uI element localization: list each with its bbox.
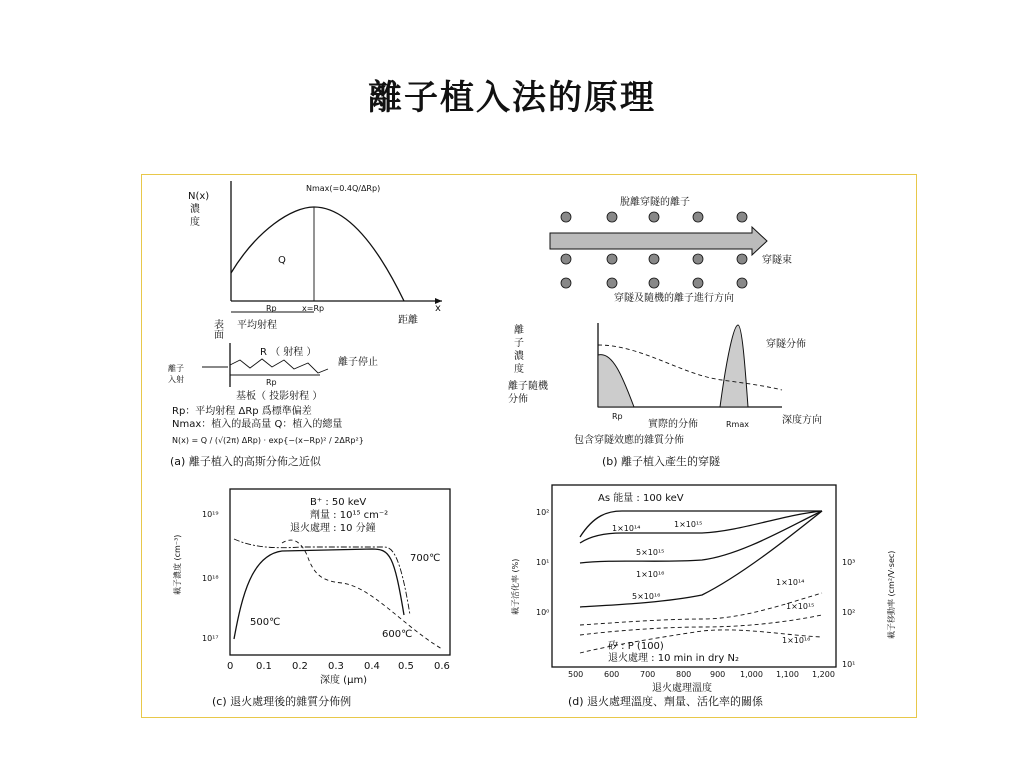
panel-d-x-tick: 700 — [640, 670, 656, 679]
panel-b-rmax: Rmax — [726, 420, 749, 429]
panel-a-range-label: R （ 射程 ） — [260, 347, 317, 358]
panel-b-depth-dir: 深度方向 — [782, 415, 822, 426]
panel-b-note: 包含穿隧效應的雜質分佈 — [574, 435, 684, 446]
panel-b — [508, 195, 822, 468]
panel-a-ion-path — [230, 359, 328, 373]
panel-c-x-tick: 0.1 — [256, 661, 272, 672]
panel-d-y-right-tick-0: 10³ — [842, 558, 856, 567]
panel-c-x-tick: 0.3 — [328, 661, 344, 672]
panel-c-y-tick-0: 10¹⁹ — [202, 510, 219, 519]
panel-a-rp-small: Rp — [266, 378, 277, 387]
panel-a-y-label-2: 濃 — [190, 204, 200, 215]
panel-d-anneal: 退火處理 : 10 min in dry N₂ — [608, 653, 740, 664]
panel-d-x-ticks — [568, 670, 835, 679]
panel-a-gaussian-curve — [231, 207, 404, 301]
panel-a-area-label: Q — [278, 255, 286, 266]
panel-d-dose-7: 1×10¹⁵ — [786, 602, 815, 611]
panel-a-ion-in-2: 入射 — [168, 375, 184, 384]
panel-b-y-1: 離 — [514, 325, 524, 336]
panel-d-y-right-tick-2: 10¹ — [842, 660, 856, 669]
panel-b-lattice-atoms — [561, 212, 747, 288]
panel-d-x-tick: 1,100 — [776, 670, 799, 679]
panel-d-y-left-tick-1: 10¹ — [536, 558, 550, 567]
panel-a-x-label: x — [435, 303, 441, 314]
panel-a-distance: 距離 — [398, 315, 418, 326]
panel-a-surface: 表 — [214, 320, 224, 331]
panel-b-tunnel-dist-shape — [720, 325, 748, 407]
panel-c-label-700: 700℃ — [410, 553, 441, 564]
slide-title: 離子植入法的原理 — [368, 78, 656, 118]
panel-b-actual-dist: 實際的分佈 — [648, 419, 698, 430]
panel-d-x-tick: 900 — [710, 670, 726, 679]
panel-c-y-tick-2: 10¹⁷ — [202, 634, 219, 643]
panel-c-caption: (c) 退火處理後的雜質分佈例 — [212, 695, 352, 708]
panel-b-y-3: 濃 — [514, 351, 524, 362]
panel-a-peak-formula: Nmax(=0.4Q/ΔRp) — [306, 184, 381, 193]
panel-a-formula: N(x) = Q / (√(2π) ΔRp) · exp{−(x−Rp)² / 2ΔRp²} — [172, 436, 364, 445]
figure-frame — [141, 174, 917, 718]
panel-a-y-label-3: 度 — [190, 217, 200, 228]
panel-d-dose-2: 1×10¹⁵ — [674, 520, 703, 529]
panel-d-y-left-label: 載子活化率 (%) — [511, 558, 520, 615]
panel-a-caption: (a) 離子植入的高斯分佈之近似 — [170, 455, 321, 468]
panel-d-x-tick: 600 — [604, 670, 620, 679]
panel-b-random-dist-1: 離子隨機 — [508, 381, 548, 392]
panel-d-y-left-tick-2: 10⁰ — [536, 608, 550, 617]
panel-b-tunnel-dist: 穿隧分佈 — [766, 339, 806, 350]
panel-c-cond-anneal: 退火處理 : 10 分鐘 — [290, 523, 376, 534]
panel-d-caption: (d) 退火處理溫度、劑量、活化率的關係 — [568, 695, 764, 708]
panel-c-x-tick: 0.5 — [398, 661, 414, 672]
panel-a-ion-in: 離子 — [168, 364, 184, 373]
panel-d-x-label: 退火處理溫度 — [652, 683, 712, 694]
panel-b-caption: (b) 離子植入產生的穿隧 — [602, 455, 721, 468]
panel-d-dose-6: 1×10¹⁴ — [776, 578, 805, 587]
panel-c-x-label: 深度 (μm) — [320, 675, 368, 686]
panel-d-dose-1: 1×10¹⁴ — [612, 524, 641, 533]
panel-c-y-tick-1: 10¹⁸ — [202, 574, 219, 583]
panel-b-escaped-ions: 脫離穿隧的離子 — [620, 197, 690, 208]
panel-d-x-tick: 1,000 — [740, 670, 763, 679]
panel-c-cond-dose: 劑量 : 10¹⁵ cm⁻² — [310, 510, 389, 521]
panel-a-legend-1: Rp：平均射程 ΔRp 爲標準偏差 — [172, 406, 312, 417]
panel-d — [510, 485, 896, 708]
panel-a-surface-2: 面 — [214, 330, 224, 341]
panel-a-legend-2: Nmax：植入的最高量 Q：植入的總量 — [172, 419, 343, 430]
panel-d-curve-c — [580, 511, 822, 563]
panel-b-y-4: 度 — [514, 364, 524, 375]
panel-d-dose-5: 5×10¹⁶ — [632, 592, 661, 601]
panel-c-y-label: 載子濃度 (cm⁻³) — [173, 534, 182, 595]
panel-b-y-2: 子 — [514, 338, 524, 349]
panel-d-x-tick: 500 — [568, 670, 584, 679]
panel-d-dose-8: 1×10¹⁶ — [782, 636, 811, 645]
panel-d-substrate: 矽 : P (100) — [608, 641, 664, 652]
panel-c-label-500: 500℃ — [250, 617, 281, 628]
panel-d-dose-3: 5×10¹⁵ — [636, 548, 665, 557]
panel-d-energy: As 能量 : 100 keV — [598, 493, 684, 504]
panel-d-x-tick: 800 — [676, 670, 692, 679]
panel-b-actual-dist-curve — [598, 345, 782, 390]
panel-d-dose-4: 1×10¹⁶ — [636, 570, 665, 579]
panel-c-x-tick: 0.4 — [364, 661, 380, 672]
panel-d-y-right-tick-1: 10² — [842, 608, 856, 617]
panel-c-cond-ion: B⁺ : 50 keV — [310, 497, 367, 508]
panel-b-tunnel-beam: 穿隧束 — [762, 255, 792, 266]
panel-b-random-dist-shape — [598, 355, 634, 407]
panel-a-y-label: N(x) — [188, 191, 210, 202]
panel-c-x-tick: 0 — [227, 661, 234, 672]
panel-d-y-right-label: 載子移動率 (cm²/V·sec) — [887, 550, 896, 639]
panel-c-x-tick: 0.2 — [292, 661, 308, 672]
panel-d-curve-f — [580, 615, 822, 635]
panel-b-rp: Rp — [612, 412, 623, 421]
panel-a-substrate: 基板（ 投影射程 ） — [236, 391, 323, 402]
panel-a-rp-mark: Rp — [266, 304, 277, 313]
panel-a-x-eq-rp: x=Rp — [302, 304, 325, 313]
panel-a-ion-stop: 離子停止 — [338, 357, 378, 368]
panel-d-y-left-tick-0: 10² — [536, 508, 550, 517]
panel-a-mean-range: 平均射程 — [237, 320, 277, 331]
panel-c-label-600: 600℃ — [382, 629, 413, 640]
panel-b-beam-arrow — [550, 227, 767, 255]
panel-d-x-tick: 1,200 — [812, 670, 835, 679]
panel-a — [168, 181, 442, 468]
figure-svg — [142, 175, 916, 717]
panel-b-random-dist-2: 分佈 — [508, 394, 528, 405]
panel-c-x-ticks — [227, 661, 450, 672]
panel-b-direction-note: 穿隧及隨機的離子進行方向 — [614, 293, 734, 304]
panel-c — [172, 489, 450, 708]
panel-c-x-tick: 0.6 — [434, 661, 450, 672]
